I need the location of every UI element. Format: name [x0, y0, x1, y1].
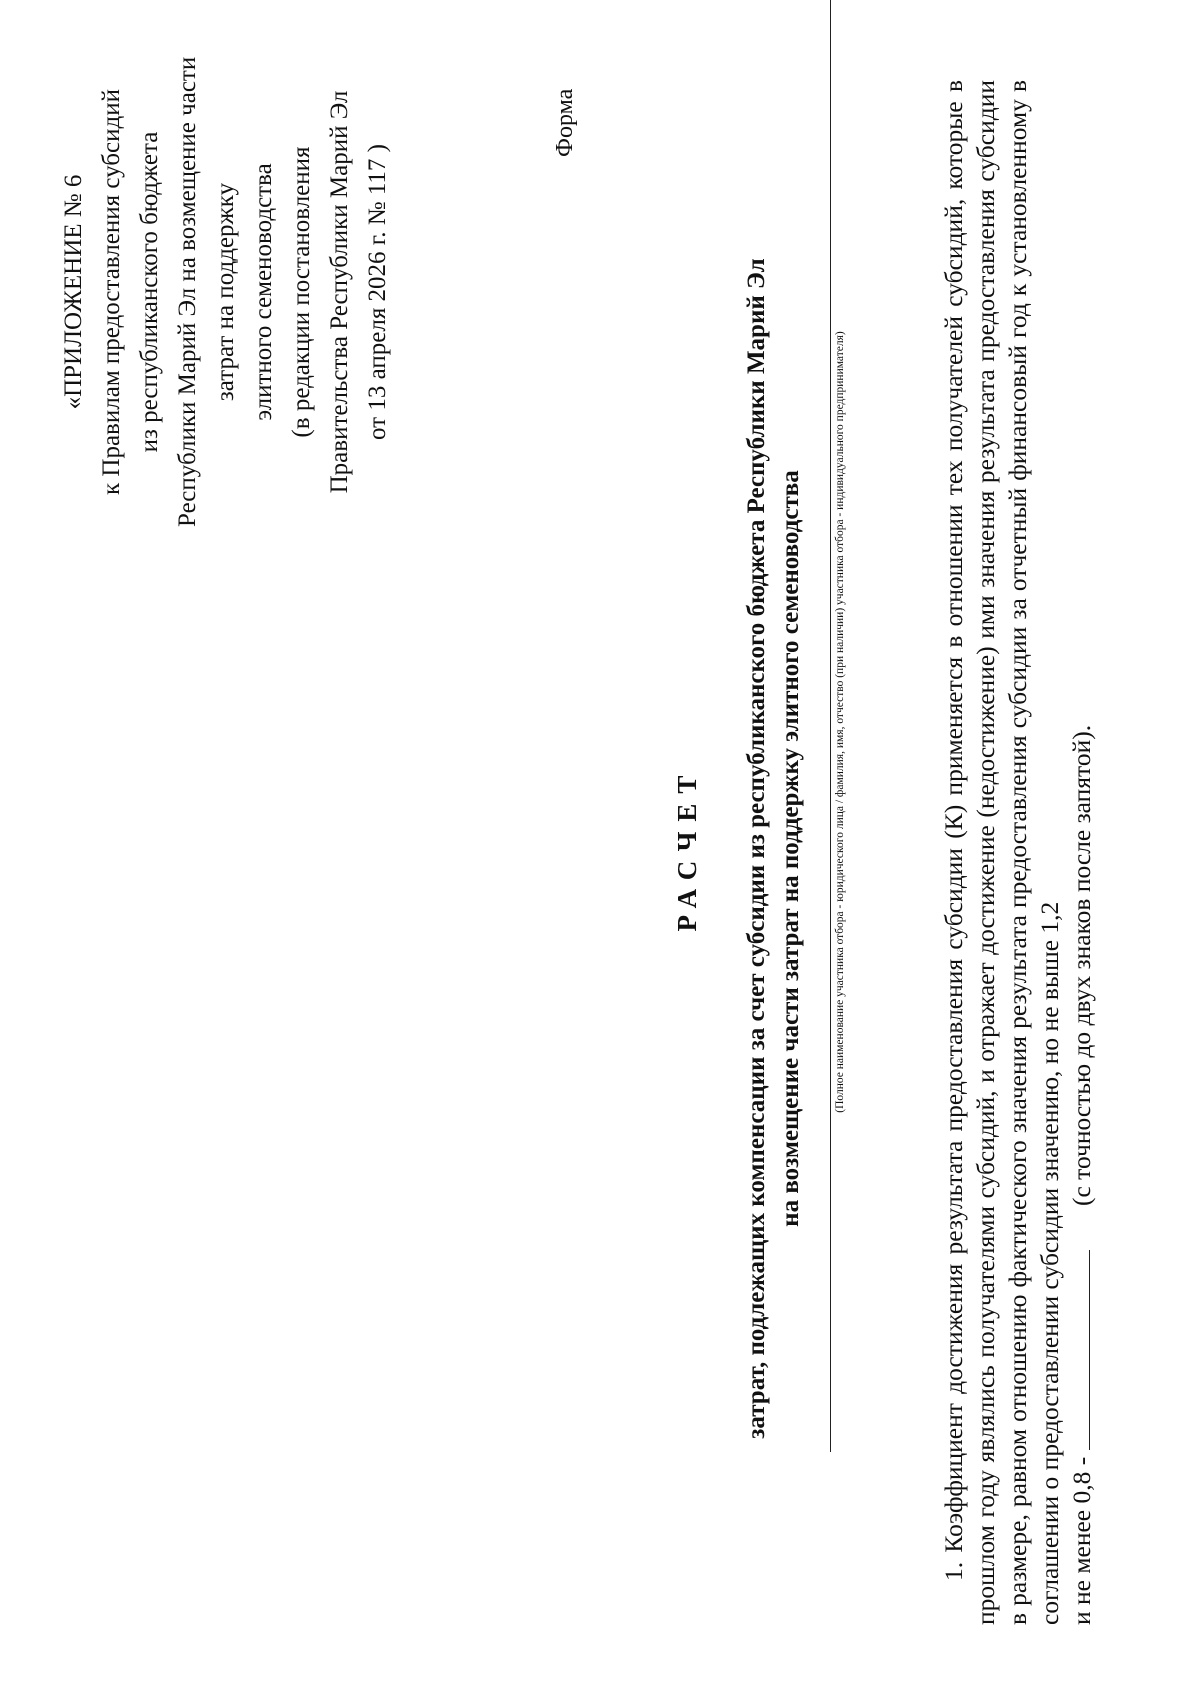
title-word: РАСЧЕТ	[672, 765, 702, 932]
document-title	[670, 30, 808, 1667]
title-line-1: затрат, подлежащих компенсации за счет субсидии из республиканского бюджета Республики Марий Эл	[743, 258, 770, 1439]
coefficient-blank-field	[1071, 1250, 1090, 1450]
paragraph-end-line	[1066, 80, 1098, 1625]
title-line-2: на возмещение части затрат на поддержку элитного семеноводства	[777, 470, 804, 1227]
appendix-line: из республиканского бюджета	[136, 131, 163, 453]
paragraph-end-prefix: и не менее 0,8 -	[1067, 1456, 1096, 1625]
appendix-line: к Правилам предоставления субсидий	[98, 89, 125, 495]
appendix-line: от 13 апреля 2026 г. № 117 )	[364, 144, 391, 440]
appendix-line: Республики Марий Эл на возмещение части	[174, 56, 201, 527]
appendix-line: «ПРИЛОЖЕНИЕ № 6	[60, 174, 87, 410]
appendix-line: элитного семеноводства	[250, 163, 277, 421]
recipient-caption: (Полное наименование участника отбора - юридического лица / фамилия, имя, отчество (при наличии) участника отбора - индивидуального предпринимателя)	[834, 331, 846, 1113]
coefficient-paragraph	[938, 80, 1098, 1625]
recipient-name-field	[830, 0, 846, 1452]
appendix-line: Правительства Республики Марий Эл	[326, 90, 353, 494]
appendix-line: затрат на поддержку	[212, 182, 239, 402]
appendix-header	[55, 57, 397, 527]
appendix-line: (в редакции постановления	[288, 146, 315, 438]
paragraph-text: 1. Коэффициент достижения результата предоставления субсидии (К) применяется в отношении тех получателей субсидий, которые в прошлом году являлись получателями субсидий, и отражает достижение (недостижение) ими значения результата предоставления субсидии в размере, равном отношению фактического значения результата предоставления субсидии за отчетный финансовый год к установленному в соглашении о предоставлении субсидии значению, но не выше 1,2	[939, 80, 1064, 1625]
precision-note: (с точностью до двух знаков после запятой).	[1067, 724, 1096, 1207]
form-label: Форма	[552, 88, 578, 157]
